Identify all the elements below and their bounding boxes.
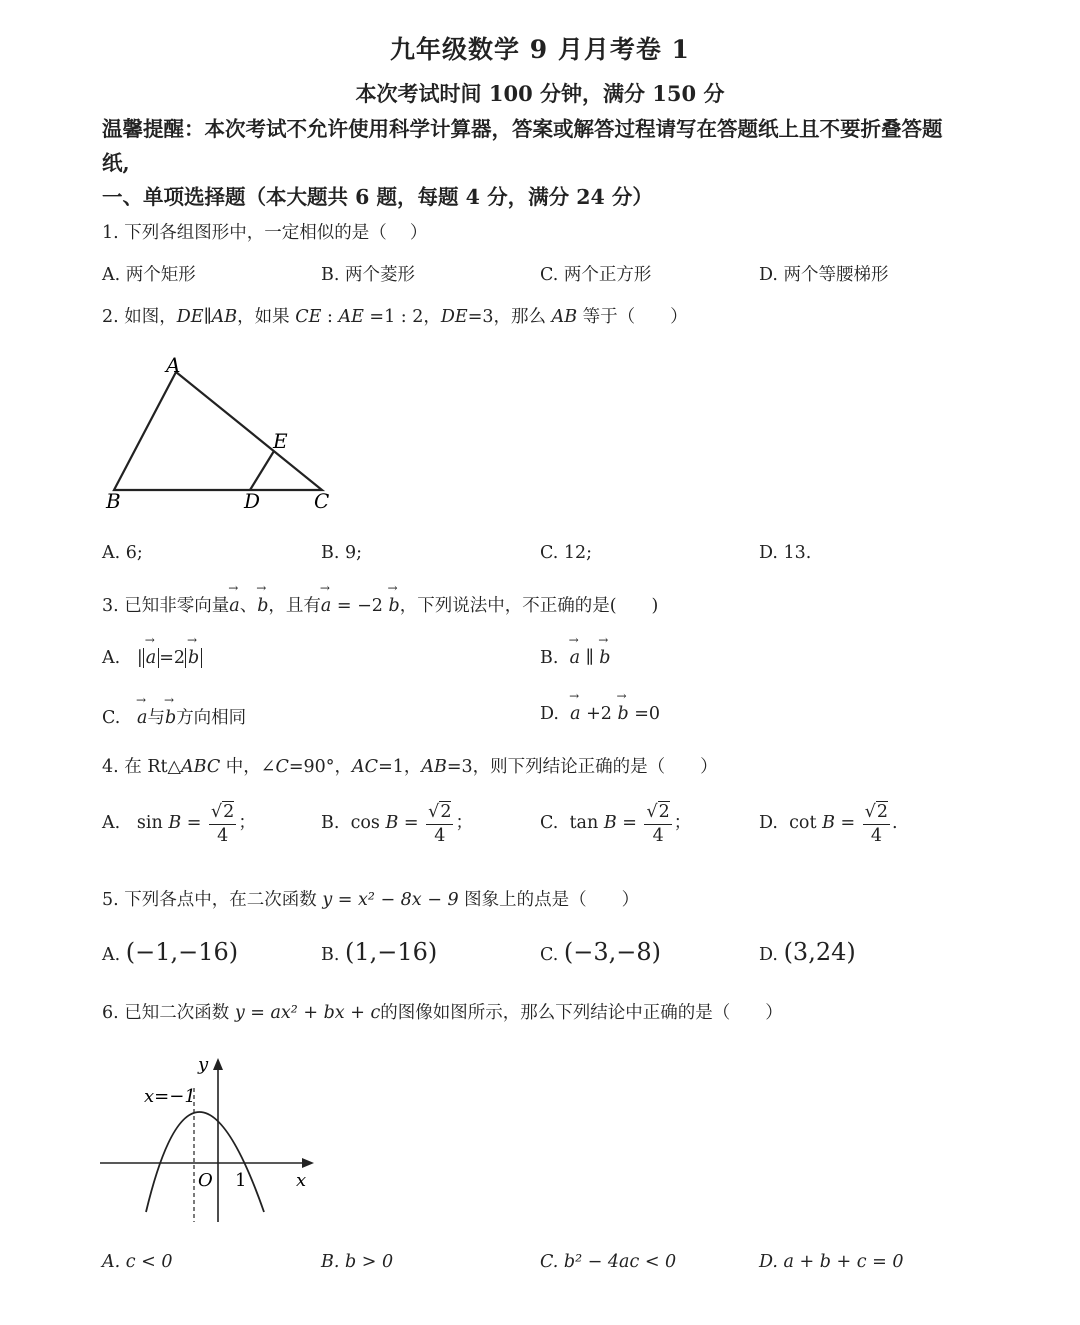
- denominator: 4: [870, 826, 882, 846]
- notice-line-1: 温馨提醒：本次考试不允许使用科学计算器，答案或解答过程请写在答题纸上且不要折叠答题: [102, 117, 943, 141]
- question-1-option-c: C. 两个正方形: [540, 265, 652, 285]
- q2-text: :: [321, 307, 339, 327]
- eq: =: [181, 813, 208, 833]
- vector-a: → a: [229, 596, 239, 616]
- q3-text: 、: [239, 596, 258, 616]
- label-b: B: [106, 489, 121, 513]
- segment-de: [250, 451, 274, 490]
- q3-text: 3. 已知非零向量: [102, 596, 230, 616]
- fn-tan: tan: [569, 813, 599, 833]
- label-c: C: [314, 489, 330, 513]
- question-2-option-a: A. 6;: [102, 543, 143, 563]
- q6-equation: y = ax² + bx + c: [234, 1003, 381, 1023]
- vector-b: → b: [188, 648, 199, 668]
- q6-text: 6. 已知二次函数: [102, 1003, 235, 1023]
- fraction: $\frac{√2}{4}$: [646, 802, 670, 846]
- q4-ab: AB: [421, 757, 447, 777]
- option-label: C.: [540, 813, 559, 833]
- abs-a: [143, 648, 159, 668]
- question-2-option-b: B. 9;: [321, 543, 363, 563]
- var-b: B: [385, 813, 399, 833]
- radicand: 2: [876, 802, 889, 822]
- option-label: A.: [102, 945, 121, 965]
- option-label: A.: [102, 813, 121, 833]
- q3-text: ，且有: [268, 596, 321, 616]
- var-b: B: [603, 813, 617, 833]
- q5-text: 5. 下列各点中，在二次函数: [102, 890, 323, 910]
- label-e: E: [273, 429, 288, 453]
- question-2-option-d: D. 13.: [759, 543, 812, 563]
- question-4-option-d: [759, 800, 898, 847]
- option-label: B.: [321, 945, 340, 965]
- sep: ；: [673, 813, 692, 833]
- q2-ab: AB: [551, 307, 578, 327]
- vector-a: → a: [321, 596, 331, 616]
- section-title: 一、单项选择题（本大题共 6 题，每题 4 分，满分 24 分）: [102, 185, 653, 209]
- option-label: D.: [759, 813, 778, 833]
- eq: =: [616, 813, 643, 833]
- triangle-abc: [114, 372, 322, 490]
- fn-cot: cot: [789, 813, 817, 833]
- q3d-text: =0: [628, 704, 661, 724]
- q3-text: = −2: [331, 596, 389, 616]
- sep: ；: [238, 813, 256, 833]
- sep: ；: [455, 813, 473, 833]
- q2-text: 等于（ ）: [577, 307, 688, 327]
- option-label: C.: [102, 708, 121, 728]
- q2-ae: AE: [338, 307, 364, 327]
- vector-b: → b: [165, 708, 176, 728]
- option-label: B.: [321, 813, 340, 833]
- question-6-stem: [102, 999, 783, 1024]
- question-5-option-c: [540, 938, 661, 966]
- q6-text: 的图像如图所示，那么下列结论中正确的是（ ）: [380, 1003, 783, 1023]
- var-b: B: [168, 813, 182, 833]
- q4-text: =90°，: [288, 757, 353, 777]
- symmetry-label: x=−1: [144, 1086, 196, 1107]
- tick-one-label: 1: [235, 1170, 247, 1191]
- question-6-option-c: C. b² − 4ac < 0: [540, 1252, 677, 1272]
- option-label: C.: [540, 945, 559, 965]
- question-6-option-a: A. c < 0: [102, 1252, 173, 1272]
- question-3-stem: [102, 592, 658, 617]
- abs-b: [185, 648, 202, 668]
- q5-equation: y = x² − 8x − 9: [322, 890, 459, 910]
- notice-line-2: 纸,: [102, 151, 130, 175]
- q4-text: =1，: [378, 757, 422, 777]
- q3c-text: 与: [147, 708, 165, 728]
- vector-a: → a: [146, 648, 156, 668]
- point: (1,−16): [345, 938, 438, 966]
- q2-parallel: DE∥AB: [176, 307, 238, 327]
- eq: =: [398, 813, 425, 833]
- vector-b: → b: [257, 596, 268, 616]
- question-3-option-c: [102, 704, 246, 729]
- q5-text: 图象上的点是（ ）: [458, 890, 640, 910]
- question-1-stem: 1. 下列各组图形中，一定相似的是（ ）: [102, 223, 428, 243]
- q4-ac: AC: [352, 757, 379, 777]
- vector-a: → a: [570, 648, 580, 668]
- question-6-option-d: D. a + b + c = 0: [759, 1252, 904, 1272]
- question-5-stem: [102, 886, 639, 911]
- q3a-text: =2: [159, 648, 186, 668]
- question-6-option-b: B. b > 0: [321, 1252, 394, 1272]
- q2-text: =1 : 2，: [363, 307, 441, 327]
- question-1-option-d: D. 两个等腰梯形: [759, 265, 889, 285]
- x-axis-arrow: [302, 1158, 314, 1168]
- var-b: B: [822, 813, 835, 833]
- label-d: D: [244, 489, 261, 513]
- vector-a: → a: [137, 708, 147, 728]
- q2-text: =3，那么: [467, 307, 552, 327]
- parabola-curve: [146, 1112, 264, 1212]
- denominator: 4: [217, 826, 229, 846]
- question-3-option-d: [540, 704, 660, 724]
- question-5-option-a: [102, 938, 238, 966]
- question-2-option-c: C. 12;: [540, 543, 593, 563]
- question-4-option-a: [102, 800, 256, 847]
- origin-label: O: [198, 1170, 213, 1191]
- fn-sin: sin: [136, 813, 163, 833]
- y-axis-arrow: [213, 1058, 223, 1070]
- exam-title: 九年级数学 9 月月考卷 1: [390, 35, 690, 64]
- option-label: B.: [540, 648, 559, 668]
- option-label: D.: [759, 945, 778, 965]
- option-label: A.: [102, 648, 121, 668]
- q4-c: C: [275, 757, 289, 777]
- question-1-option-a: A. 两个矩形: [102, 265, 196, 285]
- point: (−1,−16): [125, 938, 239, 966]
- q4-text: 4. 在 Rt△: [102, 757, 181, 777]
- question-1-option-b: B. 两个菱形: [321, 265, 415, 285]
- triangle-figure: [100, 350, 340, 520]
- radicand: 2: [658, 802, 670, 822]
- end: .: [892, 813, 898, 833]
- q2-text: 2. 如图，: [102, 307, 177, 327]
- radicand: 2: [440, 802, 452, 822]
- eq: =: [834, 813, 861, 833]
- question-4-option-c: [540, 800, 691, 847]
- q2-de: DE: [440, 307, 468, 327]
- vector-b: → b: [599, 648, 610, 668]
- question-4-stem: [102, 753, 718, 778]
- question-5-option-d: [759, 938, 856, 966]
- question-3-option-a: A. |→ a =2→ b: [102, 648, 202, 668]
- vector-b: → b: [389, 596, 400, 616]
- q3b-text: ∥: [580, 648, 600, 668]
- fn-cos: cos: [350, 813, 380, 833]
- q4-text: =3，则下列结论正确的是（ ）: [446, 757, 718, 777]
- denominator: 4: [434, 826, 446, 846]
- question-4-option-b: [321, 800, 473, 847]
- fraction: $\frac{√2}{4}$: [428, 802, 452, 846]
- option-label: D.: [540, 704, 559, 724]
- question-3-option-b: [540, 648, 610, 668]
- q4-text: 中，∠: [220, 757, 276, 777]
- fraction: $\frac{√2}{4}$: [211, 802, 235, 846]
- fraction: $\frac{√2}{4}$: [864, 802, 889, 846]
- radicand: 2: [223, 802, 235, 822]
- denominator: 4: [652, 826, 664, 846]
- y-label: y: [198, 1054, 209, 1075]
- point: (−3,−8): [563, 938, 662, 966]
- question-5-option-b: [321, 938, 437, 966]
- x-label: x: [296, 1170, 307, 1191]
- q3d-text: +2: [580, 704, 618, 724]
- q3c-text: 方向相同: [176, 708, 247, 728]
- point: (3,24): [783, 938, 856, 966]
- q2-text: ，如果: [237, 307, 296, 327]
- parabola-figure: [98, 1050, 328, 1230]
- question-2-stem: [102, 303, 688, 328]
- q3-text: ，下列说法中，不正确的是( ): [399, 596, 659, 616]
- vector-a: → a: [570, 704, 580, 724]
- label-a: A: [166, 353, 181, 377]
- q4-abc: ABC: [181, 757, 221, 777]
- q2-ce: CE: [295, 307, 322, 327]
- vector-b: → b: [618, 704, 629, 724]
- exam-subtitle: 本次考试时间 100 分钟，满分 150 分: [355, 81, 725, 106]
